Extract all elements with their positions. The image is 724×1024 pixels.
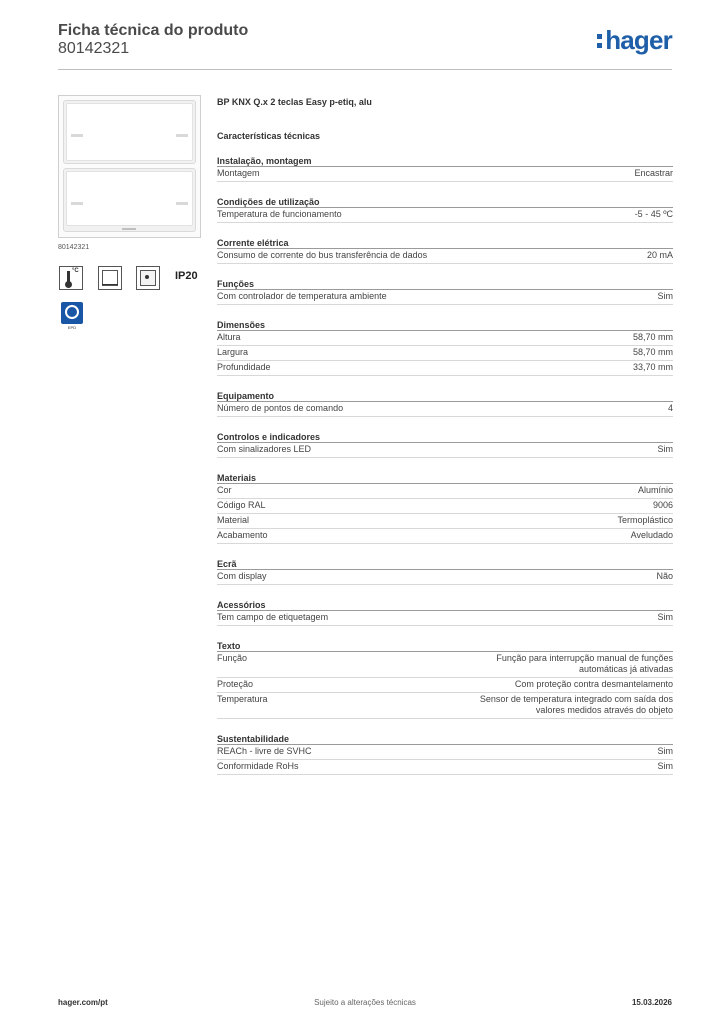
spec-sections <box>217 155 673 775</box>
spec-label: Profundidade <box>217 362 271 372</box>
spec-label: Material <box>217 515 250 525</box>
product-name: BP KNX Q.x 2 teclas Easy p-etiq, alu <box>217 97 372 107</box>
spec-section <box>217 390 673 417</box>
spec-section <box>217 558 673 585</box>
led-indicator-icon <box>176 134 188 137</box>
spec-row <box>217 678 673 693</box>
section-title: Ecrã <box>217 558 673 570</box>
section-title: Sustentabilidade <box>217 733 673 745</box>
degree-label: °C <box>72 268 79 274</box>
section-title: Instalação, montagem <box>217 155 673 167</box>
spec-row <box>217 570 673 585</box>
thermometer-icon <box>59 266 83 290</box>
spec-row <box>217 290 673 305</box>
footer-website: hager.com/pt <box>58 998 108 1007</box>
spec-label: Largura <box>217 347 249 357</box>
spec-label: Com controlador de temperatura ambiente <box>217 291 387 301</box>
logo-wordmark: hager <box>605 25 672 55</box>
spec-row <box>217 611 673 626</box>
spec-label: Tem campo de etiquetagem <box>217 612 329 622</box>
logo-mark-icon <box>597 32 603 50</box>
bottom-rocker <box>63 168 196 232</box>
spec-value: Aveludado <box>630 530 673 540</box>
spec-value: Sim <box>657 444 673 454</box>
spec-section <box>217 155 673 182</box>
footer-date: 15.03.2026 <box>631 998 672 1007</box>
spec-value: 33,70 mm <box>632 362 673 372</box>
section-title: Funções <box>217 278 673 290</box>
spec-label: REACh - livre de SVHC <box>217 746 312 756</box>
spec-value: Encastrar <box>634 168 673 178</box>
section-title: Materiais <box>217 472 673 484</box>
spec-label: Acabamento <box>217 530 268 540</box>
spec-value: 20 mA <box>646 250 673 260</box>
spec-section <box>217 196 673 223</box>
spec-label: Número de pontos de comando <box>217 403 344 413</box>
spec-value: Sim <box>657 761 673 771</box>
spec-row <box>217 167 673 182</box>
top-rocker <box>63 100 196 164</box>
spec-row <box>217 693 673 719</box>
led-indicator-icon <box>176 202 188 205</box>
spec-value: Sensor de temperatura integrado com saída dos valores medidos através do objeto <box>479 694 673 715</box>
spec-value: Função para interrupção manual de funções automáticas já ativadas <box>496 653 673 674</box>
epd-label: EPD <box>67 325 77 330</box>
section-title: Equipamento <box>217 390 673 402</box>
spec-label: Cor <box>217 485 232 495</box>
spec-label: Consumo de corrente do bus transferência de dados <box>217 250 428 260</box>
spec-value: 58,70 mm <box>632 332 673 342</box>
spec-row <box>217 652 673 678</box>
spec-section <box>217 431 673 458</box>
tech-heading: Características técnicas <box>217 131 321 141</box>
footer-disclaimer: Sujeito a alterações técnicas <box>314 998 416 1007</box>
spec-row <box>217 402 673 417</box>
page-footer <box>58 998 672 1010</box>
document-title: Ficha técnica do produto <box>58 22 249 39</box>
spec-value: Não <box>656 571 673 581</box>
spec-value: -5 - 45 ºC <box>634 209 673 219</box>
spec-row <box>217 443 673 458</box>
matte-finish-icon <box>136 266 160 290</box>
led-indicator-icon <box>71 134 83 137</box>
product-image <box>58 95 201 238</box>
spec-value: Com proteção contra desmantelamento <box>514 679 673 689</box>
spec-row <box>217 484 673 499</box>
spec-value: Sim <box>657 612 673 622</box>
spec-row <box>217 529 673 544</box>
spec-label: Proteção <box>217 679 254 689</box>
ip-rating-badge: IP20 <box>175 270 198 282</box>
spec-section <box>217 472 673 544</box>
spec-value: Termoplástico <box>617 515 673 525</box>
spec-label: Temperatura de funcionamento <box>217 209 342 219</box>
flush-mount-icon <box>98 266 122 290</box>
spec-value: Alumínio <box>637 485 673 495</box>
page-header <box>58 22 672 70</box>
spec-section <box>217 733 673 775</box>
section-title: Condições de utilização <box>217 196 673 208</box>
epd-logo-icon <box>61 302 83 330</box>
spec-row <box>217 745 673 760</box>
spec-content <box>217 96 673 775</box>
spec-value: Sim <box>657 746 673 756</box>
spec-label: Código RAL <box>217 500 266 510</box>
spec-label: Temperatura <box>217 694 268 704</box>
spec-label: Altura <box>217 332 241 342</box>
spec-row <box>217 760 673 775</box>
spec-row <box>217 499 673 514</box>
label-slot <box>122 228 136 230</box>
spec-label: Com sinalizadores LED <box>217 444 312 454</box>
spec-value: 58,70 mm <box>632 347 673 357</box>
hager-logo <box>597 26 672 54</box>
spec-row <box>217 346 673 361</box>
spec-value: 4 <box>667 403 673 413</box>
section-title: Corrente elétrica <box>217 237 673 249</box>
spec-row <box>217 514 673 529</box>
spec-section <box>217 278 673 305</box>
section-title: Controlos e indicadores <box>217 431 673 443</box>
spec-section <box>217 640 673 719</box>
spec-section <box>217 237 673 264</box>
spec-label: Conformidade RoHs <box>217 761 299 771</box>
spec-label: Com display <box>217 571 267 581</box>
section-title: Acessórios <box>217 599 673 611</box>
spec-label: Função <box>217 653 248 663</box>
section-title: Texto <box>217 640 673 652</box>
spec-section <box>217 319 673 376</box>
product-code: 80142321 <box>58 40 130 57</box>
spec-value: Sim <box>657 291 673 301</box>
spec-section <box>217 599 673 626</box>
spec-row <box>217 249 673 264</box>
spec-row <box>217 331 673 346</box>
section-title: Dimensões <box>217 319 673 331</box>
spec-label: Montagem <box>217 168 260 178</box>
image-caption: 80142321 <box>58 244 90 251</box>
spec-value: 9006 <box>652 500 673 510</box>
spec-row <box>217 361 673 376</box>
led-indicator-icon <box>71 202 83 205</box>
spec-row <box>217 208 673 223</box>
